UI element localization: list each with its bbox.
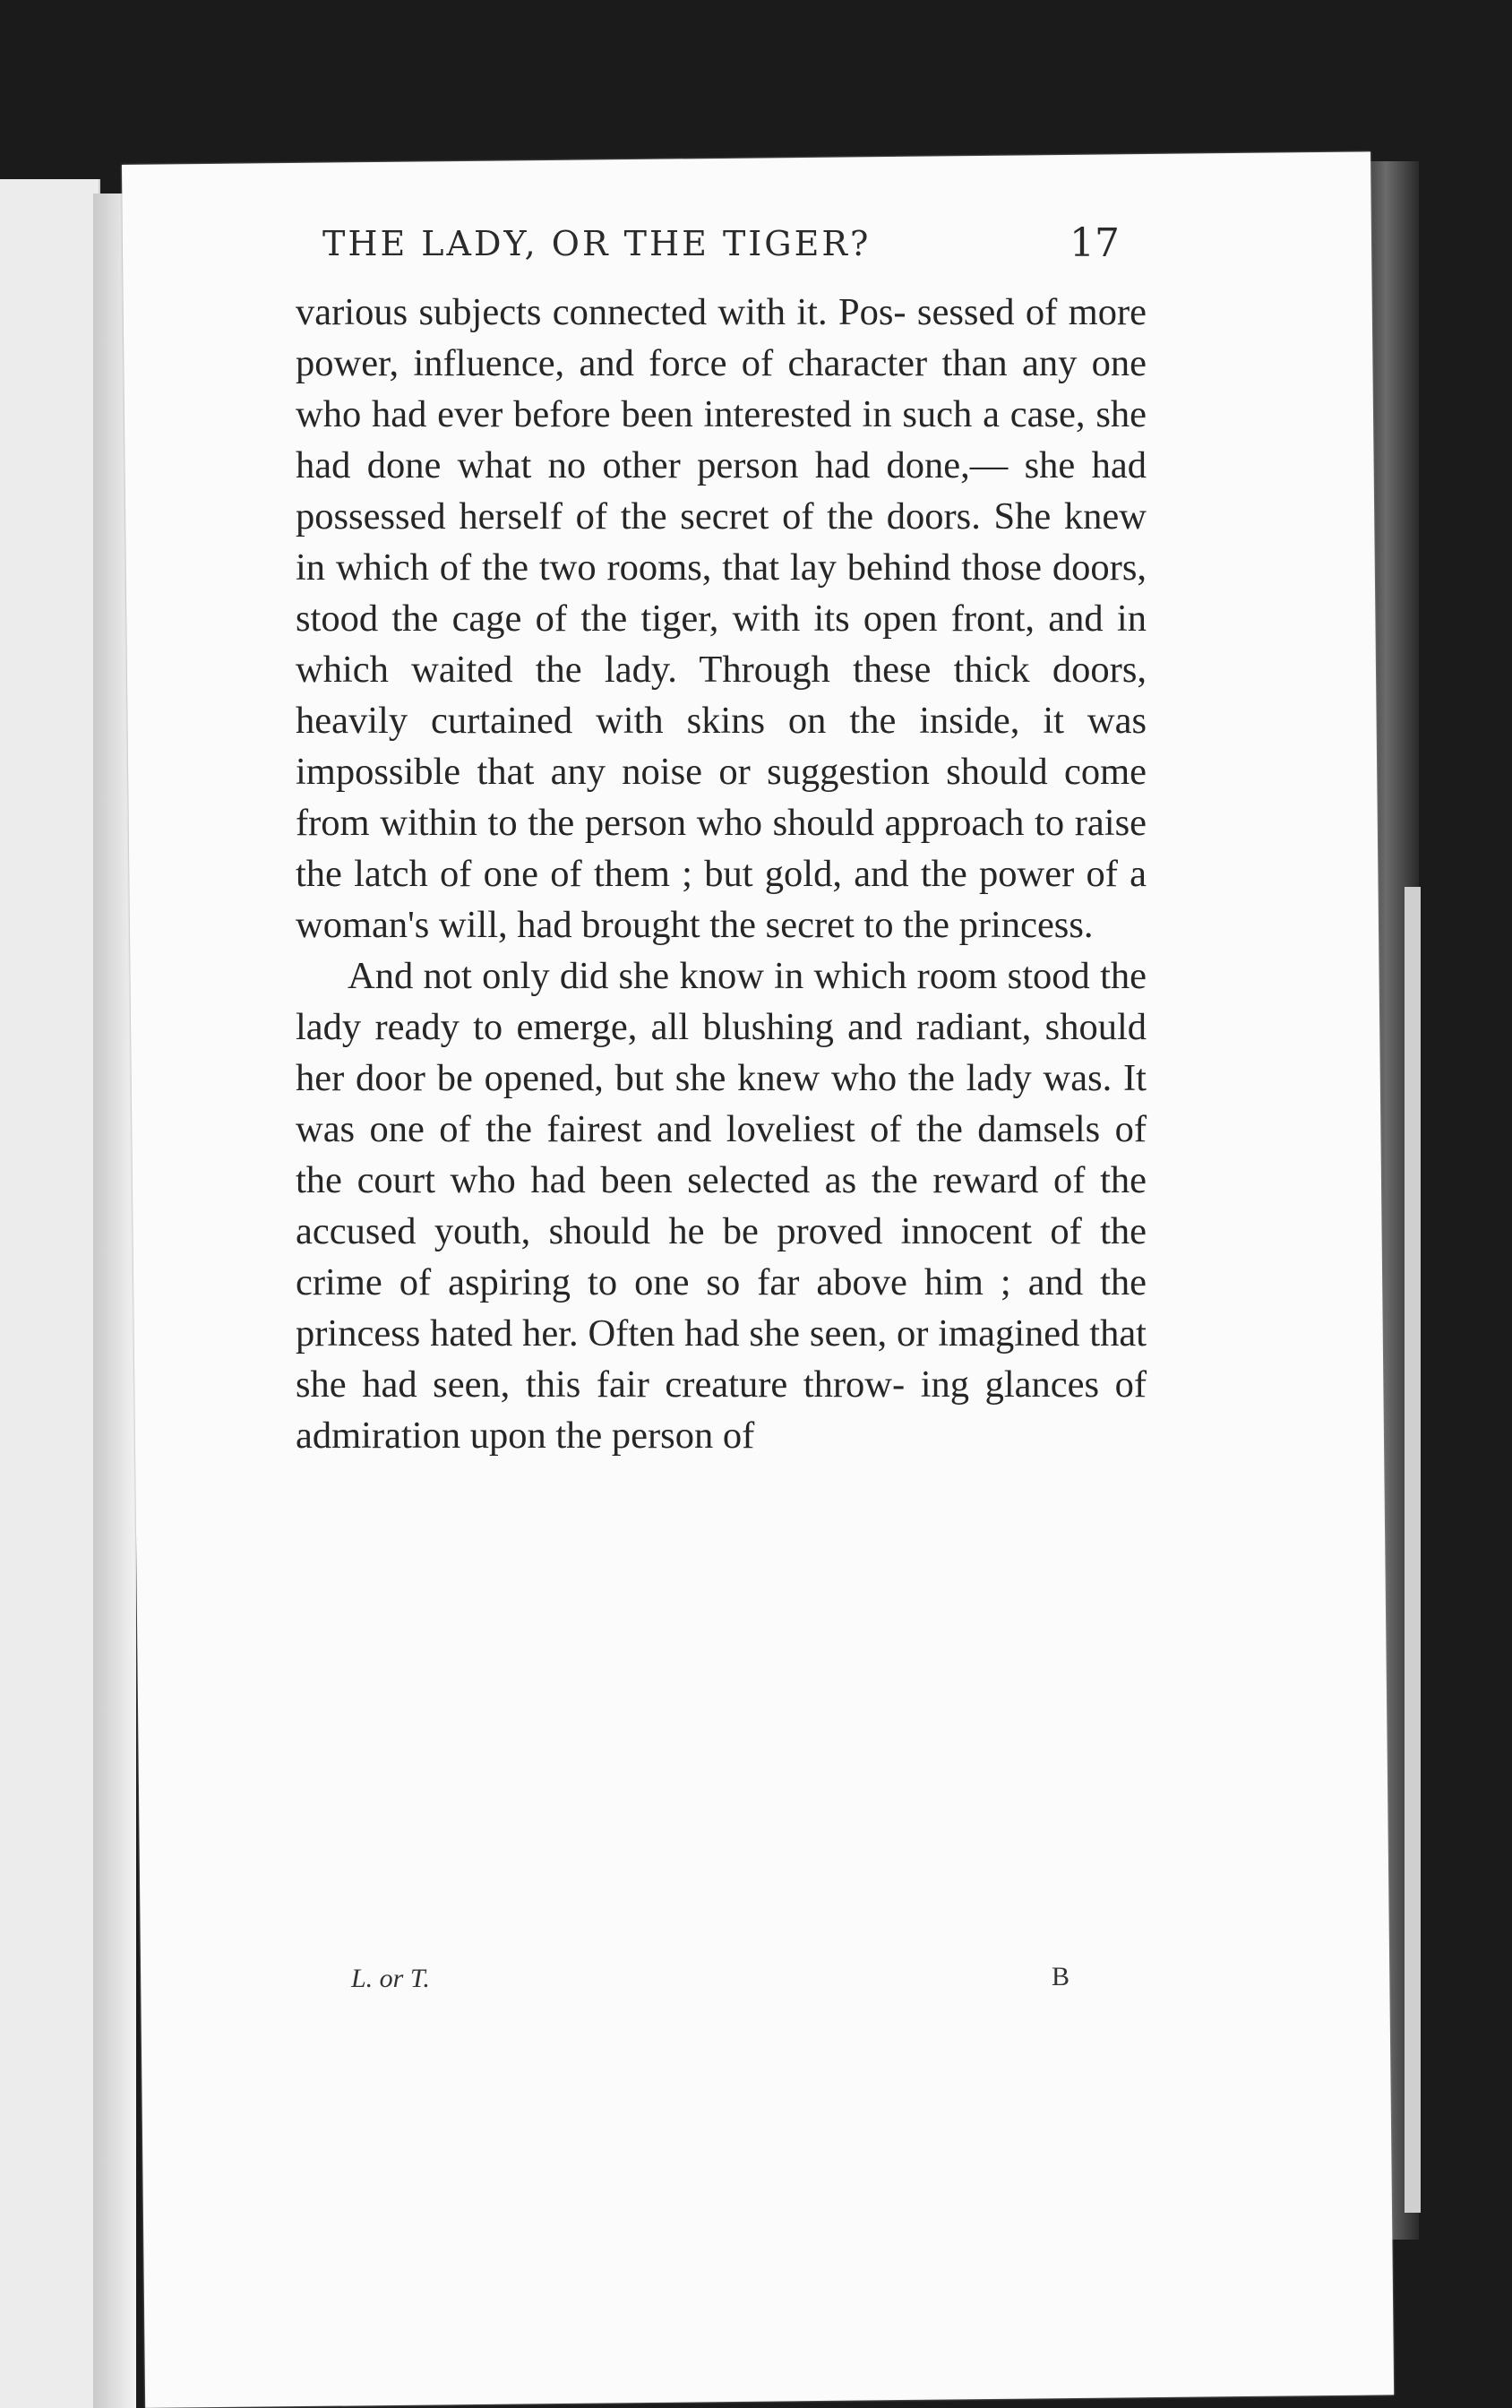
page-body-text <box>296 287 1147 1461</box>
paragraph-1: various subjects connected with it. Pos- sessed of more power, influence, and force of character than any one who had ever before been interested in such a case, she had done what no other person had done,— she had possessed herself of the secret of the doors. She knew in which of the two rooms, that lay behind those doors, stood the cage of the tiger, with its open front, and in which waited the lady. Through these thick doors, heavily curtained with skins on the inside, it was impossible that any noise or suggestion should come from within to the person who should approach to raise the latch of one of them ; but gold, and the power of a woman's will, had brought the secret to the princess. <box>296 291 1147 946</box>
page-number: 17 <box>1070 220 1120 266</box>
running-head-title: THE LADY, OR THE TIGER? <box>322 224 872 263</box>
signature-mark-left: L. or T. <box>351 1964 430 1993</box>
paragraph-2: And not only did she know in which room stood the lady ready to emerge, all blushing and radiant, should her door be opened, but she knew who the lady was. It was one of the fairest and loveliest of the damsels of the court who had been selected as the reward of the accused youth, should he be proved innocent of the crime of aspiring to one so far above him ; and the princess hated her. Often had she seen, or imagined that she had seen, this fair creature throw- ing glances of admiration upon the person of <box>296 955 1147 1457</box>
running-head <box>322 215 1120 287</box>
page-stack-inner-edge <box>1405 887 1421 2213</box>
signature-mark-right: B <box>1052 1962 1070 1991</box>
left-page-edge <box>0 179 100 2408</box>
